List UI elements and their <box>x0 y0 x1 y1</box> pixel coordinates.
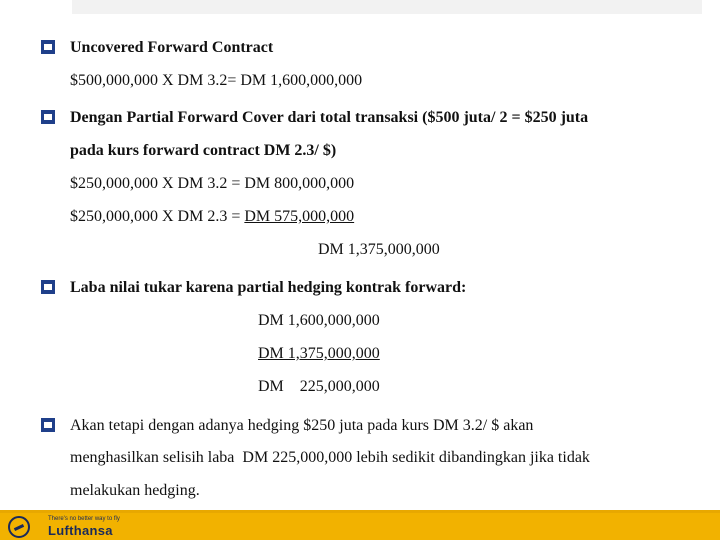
gain-difference-value: DM 225,000,000 <box>258 378 380 395</box>
bullet-square-icon <box>41 280 55 294</box>
bullet-hedging-conclusion: Akan tetapi dengan adanya hedging $250 juta pada kurs DM 3.2/ $ akan <box>70 417 534 434</box>
footer-slogan: There's no better way to fly <box>48 516 120 522</box>
bullet-square-icon <box>41 110 55 124</box>
gain-uncovered-value: DM 1,600,000,000 <box>258 312 380 329</box>
lufthansa-crane-icon <box>8 516 30 538</box>
bullet-square-icon <box>41 418 55 432</box>
footer-brand-logo: Lufthansa <box>48 523 113 538</box>
calculation-rate-3-2: $250,000,000 X DM 3.2 = DM 800,000,000 <box>70 175 355 192</box>
top-decorative-band <box>72 0 702 14</box>
gain-covered-value: DM 1,375,000,000 <box>258 345 380 362</box>
calculation-rate-2-3-value: DM 575,000,000 <box>244 208 355 225</box>
calculation-rate-2-3 <box>70 208 354 226</box>
bullet-exchange-gain: Laba nilai tukar karena partial hedging kontrak forward: <box>70 279 467 296</box>
partial-cover-total: DM 1,375,000,000 <box>318 241 440 258</box>
calculation-rate-2-3-prefix: $250,000,000 X DM 2.3 = <box>70 208 245 225</box>
conclusion-line-3: melakukan hedging. <box>70 482 200 499</box>
bullet-square-icon <box>41 40 55 54</box>
uncovered-calculation: $500,000,000 X DM 3.2= DM 1,600,000,000 <box>70 72 363 89</box>
lufthansa-footer-bar <box>0 510 720 540</box>
conclusion-line-2: menghasilkan selisih laba DM 225,000,000 lebih sedikit dibandingkan jika tidak <box>70 449 590 466</box>
bullet-uncovered-forward: Uncovered Forward Contract <box>70 39 274 56</box>
footer-top-strip <box>0 510 720 513</box>
bullet-partial-forward-cover: Dengan Partial Forward Cover dari total transaksi ($500 juta/ 2 = $250 juta <box>70 109 589 126</box>
partial-forward-continuation: pada kurs forward contract DM 2.3/ $) <box>70 142 337 159</box>
